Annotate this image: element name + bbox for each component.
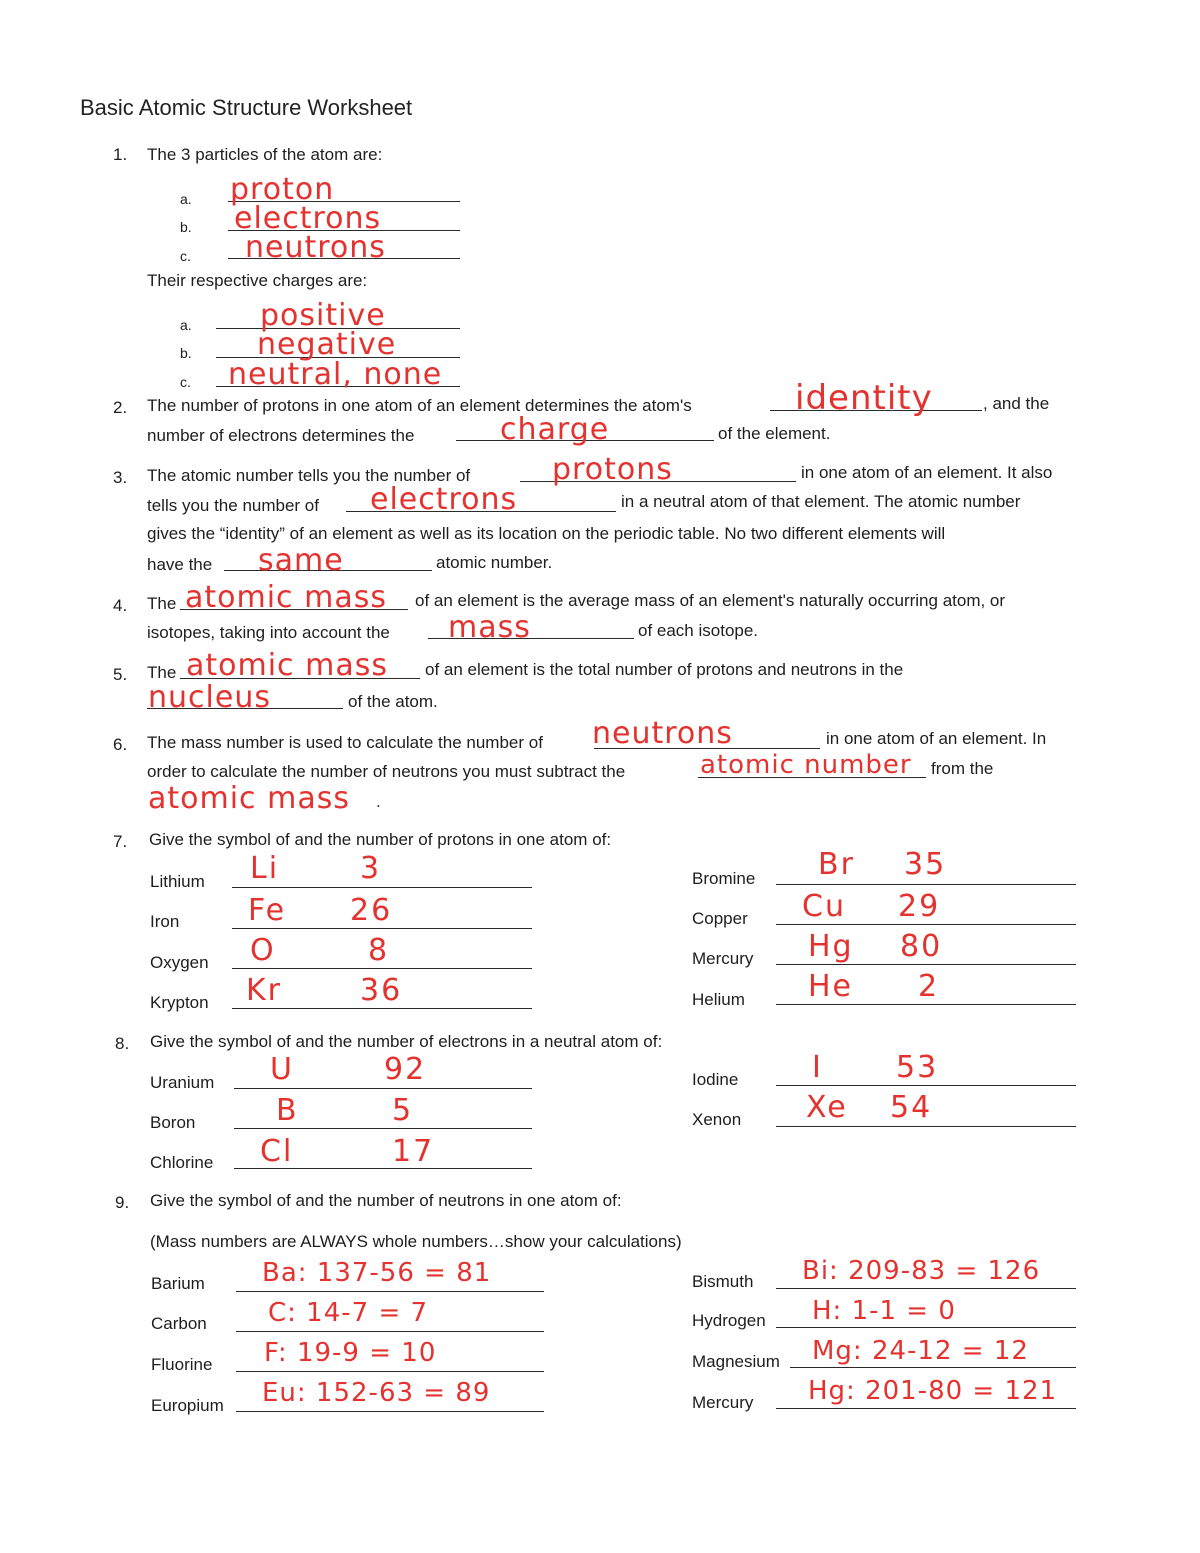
- q2-text-b: , and the: [983, 394, 1050, 413]
- q1-particle-b-letter: b.: [180, 219, 192, 235]
- q5-answer-2: nucleus: [148, 680, 271, 715]
- answer-line: [232, 887, 532, 888]
- q9-right-2-element: Magnesium: [692, 1352, 780, 1371]
- q8-left-0-element: Uranium: [150, 1073, 215, 1092]
- q4-text-b: of an element is the average mass of an element's naturally occurring atom, or: [415, 591, 1006, 610]
- answer-line: [776, 884, 1076, 885]
- q8-right-1-element: Xenon: [692, 1110, 742, 1129]
- q6-answer-3: atomic mass: [148, 781, 350, 816]
- q7-left-1-element: Iron: [150, 912, 180, 931]
- q7-right-3-value: 2: [918, 969, 940, 1004]
- q9-left-0-element: Barium: [151, 1274, 205, 1293]
- q9-left-3-element: Europium: [151, 1396, 224, 1415]
- q8-right-0-value: 53: [896, 1050, 939, 1085]
- q7-left-3-value: 36: [360, 973, 403, 1008]
- q1-charge-c-letter: c.: [180, 374, 191, 390]
- answer-line: [776, 1085, 1076, 1086]
- q7-left-1-symbol: Fe: [248, 893, 287, 928]
- q5-number: 5.: [113, 665, 128, 684]
- q9-number: 9.: [115, 1193, 130, 1212]
- q9-prompt: Give the symbol of and the number of neutrons in one atom of:: [150, 1191, 622, 1210]
- q5-text-a: The: [147, 663, 177, 682]
- q8-prompt: Give the symbol of and the number of electrons in a neutral atom of:: [150, 1032, 663, 1051]
- q3-answer-2: electrons: [370, 482, 518, 517]
- q8-left-1-element: Boron: [150, 1113, 196, 1132]
- q3-text-g: atomic number.: [436, 553, 553, 572]
- answer-line: [776, 924, 1076, 925]
- page-title: Basic Atomic Structure Worksheet: [80, 95, 413, 120]
- q2-text-c: number of electrons determines the: [147, 426, 415, 445]
- q5-text-b: of an element is the total number of protons and neutrons in the: [425, 660, 904, 679]
- q1-particle-a-letter: a.: [180, 191, 192, 207]
- q9-right-2-answer: Mg: 24-12 = 12: [812, 1336, 1029, 1366]
- q7-right-2-value: 80: [900, 929, 943, 964]
- q9-note: (Mass numbers are ALWAYS whole numbers…show your calculations): [150, 1232, 682, 1251]
- q9-right-3-answer: Hg: 201-80 = 121: [808, 1376, 1058, 1406]
- q9-left-3-answer: Eu: 152-63 = 89: [262, 1378, 491, 1408]
- q4-text-d: of each isotope.: [638, 621, 759, 640]
- answer-line: [234, 1088, 532, 1089]
- answer-line: [776, 1004, 1076, 1005]
- q9-left-2-answer: F: 19-9 = 10: [264, 1338, 437, 1368]
- q8-left-2-value: 17: [392, 1134, 435, 1169]
- q6-text-c: order to calculate the number of neutrons you must subtract the: [147, 762, 626, 781]
- q3-answer-1: protons: [552, 452, 673, 487]
- q7-right-1-element: Copper: [692, 909, 748, 928]
- answer-line: [232, 1008, 532, 1009]
- q7-left-3-symbol: Kr: [246, 973, 283, 1008]
- q4-number: 4.: [113, 596, 128, 615]
- q1-particle-c-letter: c.: [180, 248, 191, 264]
- answer-line: [236, 1331, 544, 1332]
- q7-right-2-symbol: Hg: [808, 929, 854, 964]
- answer-line: [776, 964, 1076, 965]
- q7-right-1-symbol: Cu: [802, 889, 846, 924]
- answer-line: [236, 1411, 544, 1412]
- answer-line: [790, 1367, 1076, 1368]
- q6-text-a: The mass number is used to calculate the number of: [147, 733, 543, 752]
- q7-number: 7.: [113, 832, 128, 851]
- answer-line: [776, 1288, 1076, 1289]
- q7-left-2-symbol: O: [250, 933, 276, 968]
- q7-right-3-element: Helium: [692, 990, 745, 1009]
- q1-particle-b-answer: electrons: [234, 201, 382, 236]
- q4-answer-2: mass: [448, 610, 531, 645]
- q9-left-0-answer: Ba: 137-56 = 81: [262, 1258, 492, 1288]
- answer-line: [232, 928, 532, 929]
- q7-left-2-value: 8: [368, 933, 390, 968]
- q7-right-2-element: Mercury: [692, 949, 754, 968]
- q2-answer-1: identity: [795, 378, 933, 418]
- answer-line: [776, 1408, 1076, 1409]
- answer-line: [236, 1291, 544, 1292]
- q3-text-f: have the: [147, 555, 213, 574]
- q4-text-c: isotopes, taking into account the: [147, 623, 390, 642]
- q7-left-1-value: 26: [350, 893, 393, 928]
- q6-answer-1: neutrons: [592, 716, 733, 751]
- q2-text-a: The number of protons in one atom of an element determines the atom's: [147, 396, 692, 415]
- answer-line: [776, 1126, 1076, 1127]
- q1-particle-c-answer: neutrons: [245, 230, 386, 265]
- q7-right-1-value: 29: [898, 889, 941, 924]
- q3-answer-3: same: [258, 543, 344, 578]
- q6-text-b: in one atom of an element. In: [826, 729, 1047, 748]
- q7-prompt: Give the symbol of and the number of protons in one atom of:: [149, 830, 612, 849]
- q9-left-1-answer: C: 14-7 = 7: [268, 1298, 429, 1328]
- q7-right-0-value: 35: [904, 847, 947, 882]
- q8-right-0-element: Iodine: [692, 1070, 739, 1089]
- q2-answer-2: charge: [500, 412, 610, 447]
- q7-left-2-element: Oxygen: [150, 953, 209, 972]
- answer-line: [236, 1371, 544, 1372]
- q8-left-2-element: Chlorine: [150, 1153, 214, 1172]
- q9-left-2-element: Fluorine: [151, 1355, 213, 1374]
- q7-right-0-symbol: Br: [818, 847, 855, 882]
- q7-right-3-symbol: He: [808, 969, 854, 1004]
- q9-right-0-answer: Bi: 209-83 = 126: [802, 1256, 1041, 1286]
- q4-answer-1: atomic mass: [185, 580, 387, 615]
- q7-right-0-element: Bromine: [692, 869, 756, 888]
- q1-number: 1.: [113, 145, 128, 164]
- q1-charge-b-answer: negative: [257, 327, 397, 362]
- q2-text-d: of the element.: [718, 424, 831, 443]
- q8-right-0-symbol: I: [812, 1050, 823, 1085]
- q9-right-3-element: Mercury: [692, 1393, 754, 1412]
- q7-left-0-element: Lithium: [150, 872, 205, 891]
- q8-number: 8.: [115, 1034, 130, 1053]
- q3-text-e: gives the “identity” of an element as well as its location on the periodic table. No two different elements will: [147, 524, 946, 543]
- q1-charge-c-answer: neutral, none: [228, 357, 443, 392]
- q2-number: 2.: [113, 398, 128, 417]
- q4-text-a: The: [147, 594, 177, 613]
- q5-answer-1: atomic mass: [186, 648, 388, 683]
- q1-charge-a-letter: a.: [180, 317, 192, 333]
- q5-text-c: of the atom.: [348, 692, 438, 711]
- q9-right-0-element: Bismuth: [692, 1272, 754, 1291]
- q8-right-1-value: 54: [890, 1090, 933, 1125]
- q1-particle-a-answer: proton: [230, 172, 335, 207]
- q8-right-1-symbol: Xe: [806, 1090, 848, 1125]
- q6-number: 6.: [113, 735, 128, 754]
- q6-text-e: .: [376, 792, 381, 811]
- q3-text-b: in one atom of an element. It also: [801, 463, 1053, 482]
- q9-right-1-element: Hydrogen: [692, 1311, 766, 1330]
- answer-line: [776, 1327, 1076, 1328]
- q1-charge-b-letter: b.: [180, 345, 192, 361]
- q8-left-1-value: 5: [392, 1093, 414, 1128]
- q3-number: 3.: [113, 468, 128, 487]
- q8-left-0-value: 92: [384, 1052, 427, 1087]
- q8-left-1-symbol: B: [276, 1093, 299, 1128]
- q8-left-2-symbol: Cl: [260, 1134, 294, 1169]
- q9-right-1-answer: H: 1-1 = 0: [812, 1296, 956, 1326]
- answer-line: [232, 968, 532, 969]
- q1-charge-a-answer: positive: [260, 298, 386, 333]
- q8-left-0-symbol: U: [270, 1052, 294, 1087]
- answer-line: [234, 1128, 532, 1129]
- q7-left-3-element: Krypton: [150, 993, 209, 1012]
- q1-prompt: The 3 particles of the atom are:: [147, 145, 383, 164]
- q1-charges-prompt: Their respective charges are:: [147, 271, 368, 290]
- q3-text-a: The atomic number tells you the number of: [147, 466, 471, 485]
- q7-left-0-symbol: Li: [250, 851, 280, 886]
- q3-text-d: in a neutral atom of that element. The atomic number: [621, 492, 1021, 511]
- q9-left-1-element: Carbon: [151, 1314, 207, 1333]
- q6-answer-2: atomic number: [700, 750, 912, 780]
- q6-text-d: from the: [931, 759, 994, 778]
- q7-left-0-value: 3: [360, 851, 382, 886]
- q3-text-c: tells you the number of: [147, 496, 319, 515]
